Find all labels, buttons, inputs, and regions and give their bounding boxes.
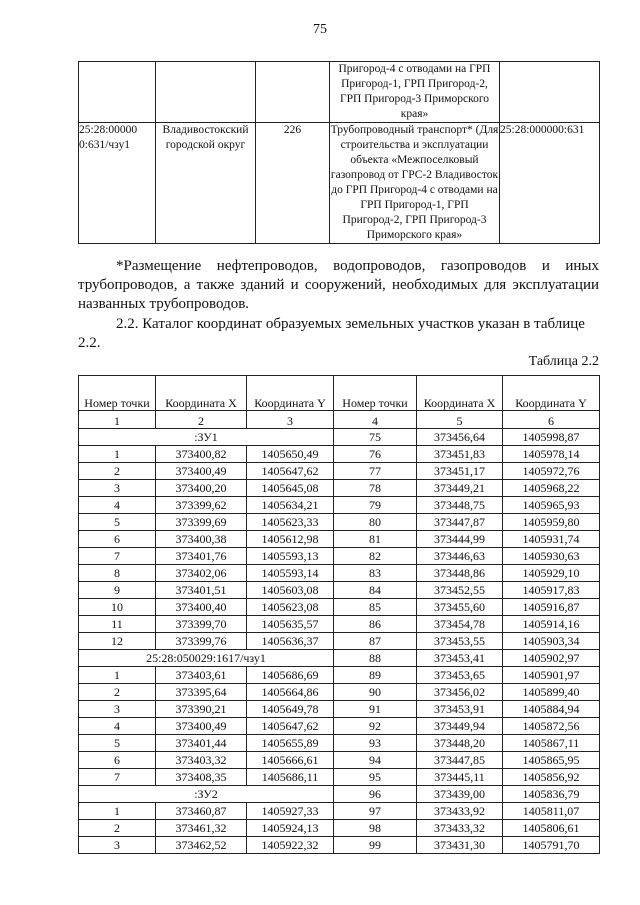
coord-y-cell: 1405593,14 xyxy=(247,565,334,582)
coord-y-cell: 1405872,56 xyxy=(503,718,600,735)
coord-y-cell: 1405655,89 xyxy=(247,735,334,752)
coord-x-cell: 373448,86 xyxy=(417,565,503,582)
coord-x-cell: 373462,52 xyxy=(156,837,247,854)
coord-x-cell: 373399,76 xyxy=(156,633,247,650)
column-header: Координата Y xyxy=(503,376,600,411)
point-number-cell: 6 xyxy=(79,531,156,548)
coord-y-cell: 1405998,87 xyxy=(503,429,600,446)
coord-y-cell: 1405623,33 xyxy=(247,514,334,531)
coord-x-cell: 373433,32 xyxy=(417,820,503,837)
coord-y-cell: 1405650,49 xyxy=(247,446,334,463)
coord-y-cell: 1405666,61 xyxy=(247,752,334,769)
point-number-cell: 7 xyxy=(79,548,156,565)
coord-x-cell: 373399,69 xyxy=(156,514,247,531)
coord-y-cell: 1405899,40 xyxy=(503,684,600,701)
point-number-cell: 12 xyxy=(79,633,156,650)
table-row xyxy=(79,599,600,616)
coord-y-cell: 1405916,87 xyxy=(503,599,600,616)
table-row xyxy=(79,497,600,514)
point-number-cell: 87 xyxy=(334,633,417,650)
table-row xyxy=(79,429,600,446)
column-header: Координата X xyxy=(417,376,503,411)
coord-y-cell: 1405914,16 xyxy=(503,616,600,633)
coord-x-cell: 373460,87 xyxy=(156,803,247,820)
coord-x-cell: 373400,49 xyxy=(156,718,247,735)
coord-x-cell: 373447,87 xyxy=(417,514,503,531)
coord-x-cell: 373453,55 xyxy=(417,633,503,650)
point-number-cell: 7 xyxy=(79,769,156,786)
table-row xyxy=(79,752,600,769)
table-row xyxy=(79,735,600,752)
coord-y-cell: 1405593,13 xyxy=(247,548,334,565)
point-number-cell: 5 xyxy=(79,735,156,752)
coord-y-cell: 1405647,62 xyxy=(247,718,334,735)
coord-y-cell: 1405917,83 xyxy=(503,582,600,599)
coord-x-cell: 373451,17 xyxy=(417,463,503,480)
table-row xyxy=(79,786,600,803)
coord-x-cell: 373401,76 xyxy=(156,548,247,565)
table-row xyxy=(79,837,600,854)
table-row xyxy=(79,650,600,667)
coord-x-cell: 373399,62 xyxy=(156,497,247,514)
point-number-cell: 1 xyxy=(79,446,156,463)
coord-x-cell: 373403,61 xyxy=(156,667,247,684)
point-number-cell: 4 xyxy=(79,718,156,735)
point-number-cell: 99 xyxy=(334,837,417,854)
coord-y-cell: 1405978,14 xyxy=(503,446,600,463)
coord-x-cell: 373445,11 xyxy=(417,769,503,786)
coordinate-catalog-table xyxy=(78,375,600,854)
table-row xyxy=(79,701,600,718)
coord-x-cell: 373451,83 xyxy=(417,446,503,463)
coord-y-cell: 1405791,70 xyxy=(503,837,600,854)
coord-y-cell: 1405623,08 xyxy=(247,599,334,616)
table-row xyxy=(79,718,600,735)
table-row xyxy=(79,582,600,599)
coord-y-cell: 1405856,92 xyxy=(503,769,600,786)
coord-x-cell: 373456,02 xyxy=(417,684,503,701)
point-number-cell: 6 xyxy=(79,752,156,769)
point-number-cell: 96 xyxy=(334,786,417,803)
cadastral-number-cell xyxy=(500,62,600,123)
coord-y-cell: 1405902,97 xyxy=(503,650,600,667)
land-plot-table xyxy=(78,61,600,244)
column-number: 2 xyxy=(156,411,247,429)
table-row xyxy=(79,633,600,650)
coord-x-cell: 373433,92 xyxy=(417,803,503,820)
coord-y-cell: 1405901,97 xyxy=(503,667,600,684)
district-cell xyxy=(156,62,256,123)
coord-x-cell: 373403,32 xyxy=(156,752,247,769)
point-number-cell: 95 xyxy=(334,769,417,786)
table-row xyxy=(79,565,600,582)
table-row xyxy=(79,123,600,244)
point-number-cell: 82 xyxy=(334,548,417,565)
footnote: *Размещение нефтепроводов, водопроводов, газопроводов и иных трубопроводов, а также зданий и сооружений, необходимых для эксплуатации названных трубопроводов. xyxy=(78,258,599,312)
point-number-cell: 10 xyxy=(79,599,156,616)
point-number-cell: 2 xyxy=(79,684,156,701)
table-row xyxy=(79,684,600,701)
coord-x-cell: 373448,75 xyxy=(417,497,503,514)
column-header: Координата Y xyxy=(247,376,334,411)
coord-y-cell: 1405959,80 xyxy=(503,514,600,531)
coord-y-cell: 1405924,13 xyxy=(247,820,334,837)
cadastral-number-cell: 25:28:000000:631 xyxy=(500,123,600,244)
plot-label-cell: :ЗУ2 xyxy=(79,786,334,803)
district-cell: Владивостокский городской округ xyxy=(156,123,256,244)
point-number-cell: 83 xyxy=(334,565,417,582)
table-row xyxy=(79,480,600,497)
coord-y-cell: 1405884,94 xyxy=(503,701,600,718)
coord-y-cell: 1405603,08 xyxy=(247,582,334,599)
point-number-cell: 1 xyxy=(79,803,156,820)
coord-y-cell: 1405645,08 xyxy=(247,480,334,497)
coord-y-cell: 1405965,93 xyxy=(503,497,600,514)
coord-y-cell: 1405634,21 xyxy=(247,497,334,514)
coord-y-cell: 1405686,69 xyxy=(247,667,334,684)
point-number-cell: 9 xyxy=(79,582,156,599)
point-number-cell: 84 xyxy=(334,582,417,599)
point-number-cell: 79 xyxy=(334,497,417,514)
table-row xyxy=(79,514,600,531)
plot-id-cell xyxy=(79,62,156,123)
point-number-cell: 91 xyxy=(334,701,417,718)
point-number-cell: 93 xyxy=(334,735,417,752)
point-number-cell: 2 xyxy=(79,820,156,837)
coord-x-cell: 373408,35 xyxy=(156,769,247,786)
point-number-cell: 3 xyxy=(79,480,156,497)
coord-x-cell: 373400,82 xyxy=(156,446,247,463)
header-row xyxy=(79,376,600,411)
point-number-cell: 4 xyxy=(79,497,156,514)
coord-x-cell: 373449,94 xyxy=(417,718,503,735)
coord-y-cell: 1405865,95 xyxy=(503,752,600,769)
point-number-cell: 80 xyxy=(334,514,417,531)
coord-y-cell: 1405836,79 xyxy=(503,786,600,803)
point-number-cell: 2 xyxy=(79,463,156,480)
coord-y-cell: 1405930,63 xyxy=(503,548,600,565)
point-number-cell: 85 xyxy=(334,599,417,616)
coord-y-cell: 1405922,32 xyxy=(247,837,334,854)
coord-x-cell: 373444,99 xyxy=(417,531,503,548)
table-row xyxy=(79,820,600,837)
coord-x-cell: 373448,20 xyxy=(417,735,503,752)
coord-x-cell: 373400,38 xyxy=(156,531,247,548)
point-number-cell: 98 xyxy=(334,820,417,837)
point-number-cell: 11 xyxy=(79,616,156,633)
table-caption: Таблица 2.2 xyxy=(528,354,599,369)
table-row xyxy=(79,616,600,633)
point-number-cell: 92 xyxy=(334,718,417,735)
coord-x-cell: 373431,30 xyxy=(417,837,503,854)
coord-x-cell: 373390,21 xyxy=(156,701,247,718)
coord-x-cell: 373400,40 xyxy=(156,599,247,616)
coord-x-cell: 373446,63 xyxy=(417,548,503,565)
coord-y-cell: 1405649,78 xyxy=(247,701,334,718)
table-row xyxy=(79,62,600,123)
coord-x-cell: 373449,21 xyxy=(417,480,503,497)
section-title: 2.2. Каталог координат образуемых земельных участков указан в таблице 2.2. xyxy=(78,316,585,351)
coord-x-cell: 373453,91 xyxy=(417,701,503,718)
coord-x-cell: 373454,78 xyxy=(417,616,503,633)
column-number: 1 xyxy=(79,411,156,429)
point-number-cell: 78 xyxy=(334,480,417,497)
page-number: 75 xyxy=(313,22,327,37)
purpose-cell: Пригород-4 с отводами на ГРП Пригород-1, ГРП Пригород-2, ГРП Пригород-3 Приморского края» xyxy=(330,62,500,123)
coord-y-cell: 1405929,10 xyxy=(503,565,600,582)
coord-x-cell: 373402,06 xyxy=(156,565,247,582)
coord-x-cell: 373400,20 xyxy=(156,480,247,497)
table-row xyxy=(79,769,600,786)
coord-x-cell: 373455,60 xyxy=(417,599,503,616)
column-number: 3 xyxy=(247,411,334,429)
coord-y-cell: 1405927,33 xyxy=(247,803,334,820)
coord-x-cell: 373447,85 xyxy=(417,752,503,769)
point-number-cell: 86 xyxy=(334,616,417,633)
coord-x-cell: 373453,41 xyxy=(417,650,503,667)
point-number-cell: 8 xyxy=(79,565,156,582)
plot-label-cell: :ЗУ1 xyxy=(79,429,334,446)
coord-y-cell: 1405968,22 xyxy=(503,480,600,497)
point-number-cell: 94 xyxy=(334,752,417,769)
coord-y-cell: 1405972,76 xyxy=(503,463,600,480)
coord-y-cell: 1405612,98 xyxy=(247,531,334,548)
coord-x-cell: 373401,51 xyxy=(156,582,247,599)
point-number-cell: 77 xyxy=(334,463,417,480)
plot-id-cell: 25:28:00000 0:631/чзу1 xyxy=(79,123,156,244)
plot-label-cell: 25:28:050029:1617/чзу1 xyxy=(79,650,334,667)
point-number-cell: 75 xyxy=(334,429,417,446)
coord-x-cell: 373453,65 xyxy=(417,667,503,684)
column-header: Координата X xyxy=(156,376,247,411)
coord-x-cell: 373461,32 xyxy=(156,820,247,837)
coord-y-cell: 1405806,61 xyxy=(503,820,600,837)
purpose-cell: Трубопроводный транспорт* (Для строительства и эксплуатации объекта «Межпоселковый газопровод от ГРС-2 Владивосток до ГРП Пригород-4 с отводами на ГРП Пригород-1, ГРП Пригород-2, ГРП Пригород-3 Приморского края» xyxy=(330,123,500,244)
coord-x-cell: 373400,49 xyxy=(156,463,247,480)
point-number-cell: 5 xyxy=(79,514,156,531)
coord-y-cell: 1405636,37 xyxy=(247,633,334,650)
point-number-cell: 3 xyxy=(79,701,156,718)
coord-x-cell: 373452,55 xyxy=(417,582,503,599)
table-row xyxy=(79,667,600,684)
coord-x-cell: 373456,64 xyxy=(417,429,503,446)
coord-y-cell: 1405867,11 xyxy=(503,735,600,752)
coord-y-cell: 1405647,62 xyxy=(247,463,334,480)
coord-y-cell: 1405635,57 xyxy=(247,616,334,633)
column-header: Номер точки xyxy=(79,376,156,411)
table-row xyxy=(79,446,600,463)
table-row xyxy=(79,531,600,548)
area-cell: 226 xyxy=(256,123,330,244)
column-number: 5 xyxy=(417,411,503,429)
point-number-cell: 88 xyxy=(334,650,417,667)
point-number-cell: 97 xyxy=(334,803,417,820)
column-header: Номер точки xyxy=(334,376,417,411)
point-number-cell: 89 xyxy=(334,667,417,684)
coord-x-cell: 373401,44 xyxy=(156,735,247,752)
coord-y-cell: 1405686,11 xyxy=(247,769,334,786)
coord-x-cell: 373395,64 xyxy=(156,684,247,701)
point-number-cell: 76 xyxy=(334,446,417,463)
coord-x-cell: 373439,00 xyxy=(417,786,503,803)
table-row xyxy=(79,463,600,480)
coord-y-cell: 1405903,34 xyxy=(503,633,600,650)
area-cell xyxy=(256,62,330,123)
coord-x-cell: 373399,70 xyxy=(156,616,247,633)
column-number: 4 xyxy=(334,411,417,429)
coord-y-cell: 1405931,74 xyxy=(503,531,600,548)
table-row xyxy=(79,548,600,565)
coord-y-cell: 1405664,86 xyxy=(247,684,334,701)
point-number-cell: 1 xyxy=(79,667,156,684)
coord-y-cell: 1405811,07 xyxy=(503,803,600,820)
column-number-row xyxy=(79,411,600,429)
point-number-cell: 81 xyxy=(334,531,417,548)
table-row xyxy=(79,803,600,820)
point-number-cell: 3 xyxy=(79,837,156,854)
point-number-cell: 90 xyxy=(334,684,417,701)
column-number: 6 xyxy=(503,411,600,429)
